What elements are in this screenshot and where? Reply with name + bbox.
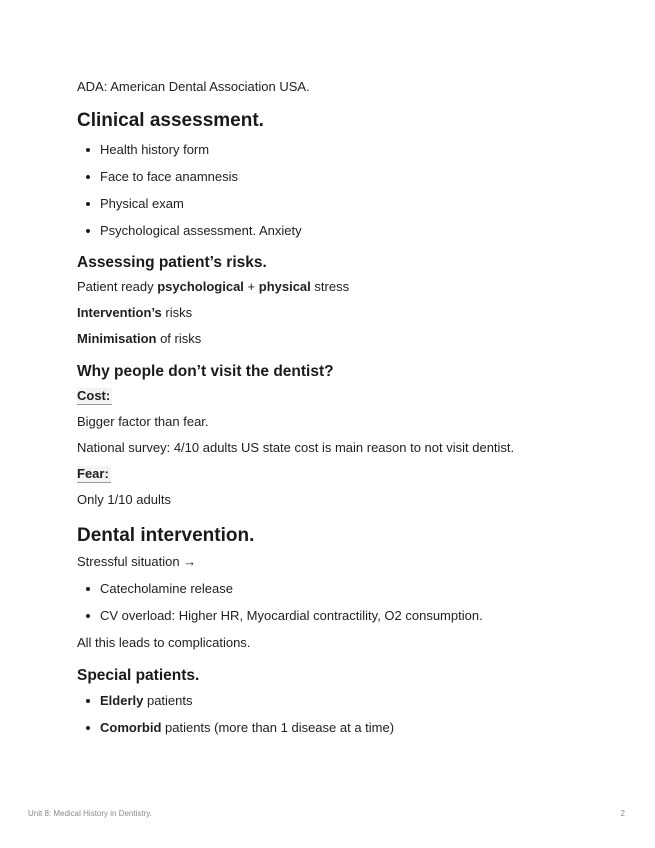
dental-intervention-list bbox=[77, 580, 617, 625]
assessing-risks-heading: Assessing patient’s risks. bbox=[77, 254, 267, 271]
page-content bbox=[77, 78, 617, 737]
dental-after-text: All this leads to complications. bbox=[77, 635, 251, 650]
special-patients-heading: Special patients. bbox=[77, 667, 200, 684]
dental-intervention-heading: Dental intervention. bbox=[77, 525, 255, 546]
list-item: CV overload: Higher HR, Myocardial contractility, O2 consumption. bbox=[77, 607, 617, 625]
special-patients-list bbox=[77, 692, 617, 737]
list-item: Comorbid patients (more than 1 disease at a time) bbox=[77, 719, 617, 737]
list-item: Health history form bbox=[77, 141, 617, 159]
clinical-assessment-list bbox=[77, 141, 617, 240]
list-item: Physical exam bbox=[77, 195, 617, 213]
cost-label-line bbox=[77, 387, 617, 405]
fear-label: Fear: bbox=[77, 466, 109, 481]
why-not-visit-heading: Why people don’t visit the dentist? bbox=[77, 363, 334, 380]
cost-label: Cost: bbox=[77, 388, 111, 403]
risks-line-stress: Patient ready psychological + physical stress bbox=[77, 279, 350, 294]
clinical-assessment-heading: Clinical assessment. bbox=[77, 110, 264, 131]
page-number: 2 bbox=[620, 809, 625, 818]
list-item: Psychological assessment. Anxiety bbox=[77, 222, 617, 240]
fear-label-line bbox=[77, 465, 617, 483]
fear-text: Only 1/10 adults bbox=[77, 492, 171, 507]
list-item: Face to face anamnesis bbox=[77, 168, 617, 186]
intro-text: ADA: American Dental Association USA. bbox=[77, 79, 310, 94]
dental-lead-text: Stressful situation → bbox=[77, 554, 197, 569]
risks-line-minimisation: Minimisation of risks bbox=[77, 331, 202, 346]
list-item: Catecholamine release bbox=[77, 580, 617, 598]
footer-title: Unit 8: Medical History in Dentistry. bbox=[28, 809, 152, 818]
list-item: Elderly patients bbox=[77, 692, 617, 710]
cost-text-2: National survey: 4/10 adults US state cost is main reason to not visit dentist. bbox=[77, 440, 515, 455]
risks-line-intervention: Intervention’s risks bbox=[77, 305, 193, 320]
cost-text-1: Bigger factor than fear. bbox=[77, 414, 209, 429]
